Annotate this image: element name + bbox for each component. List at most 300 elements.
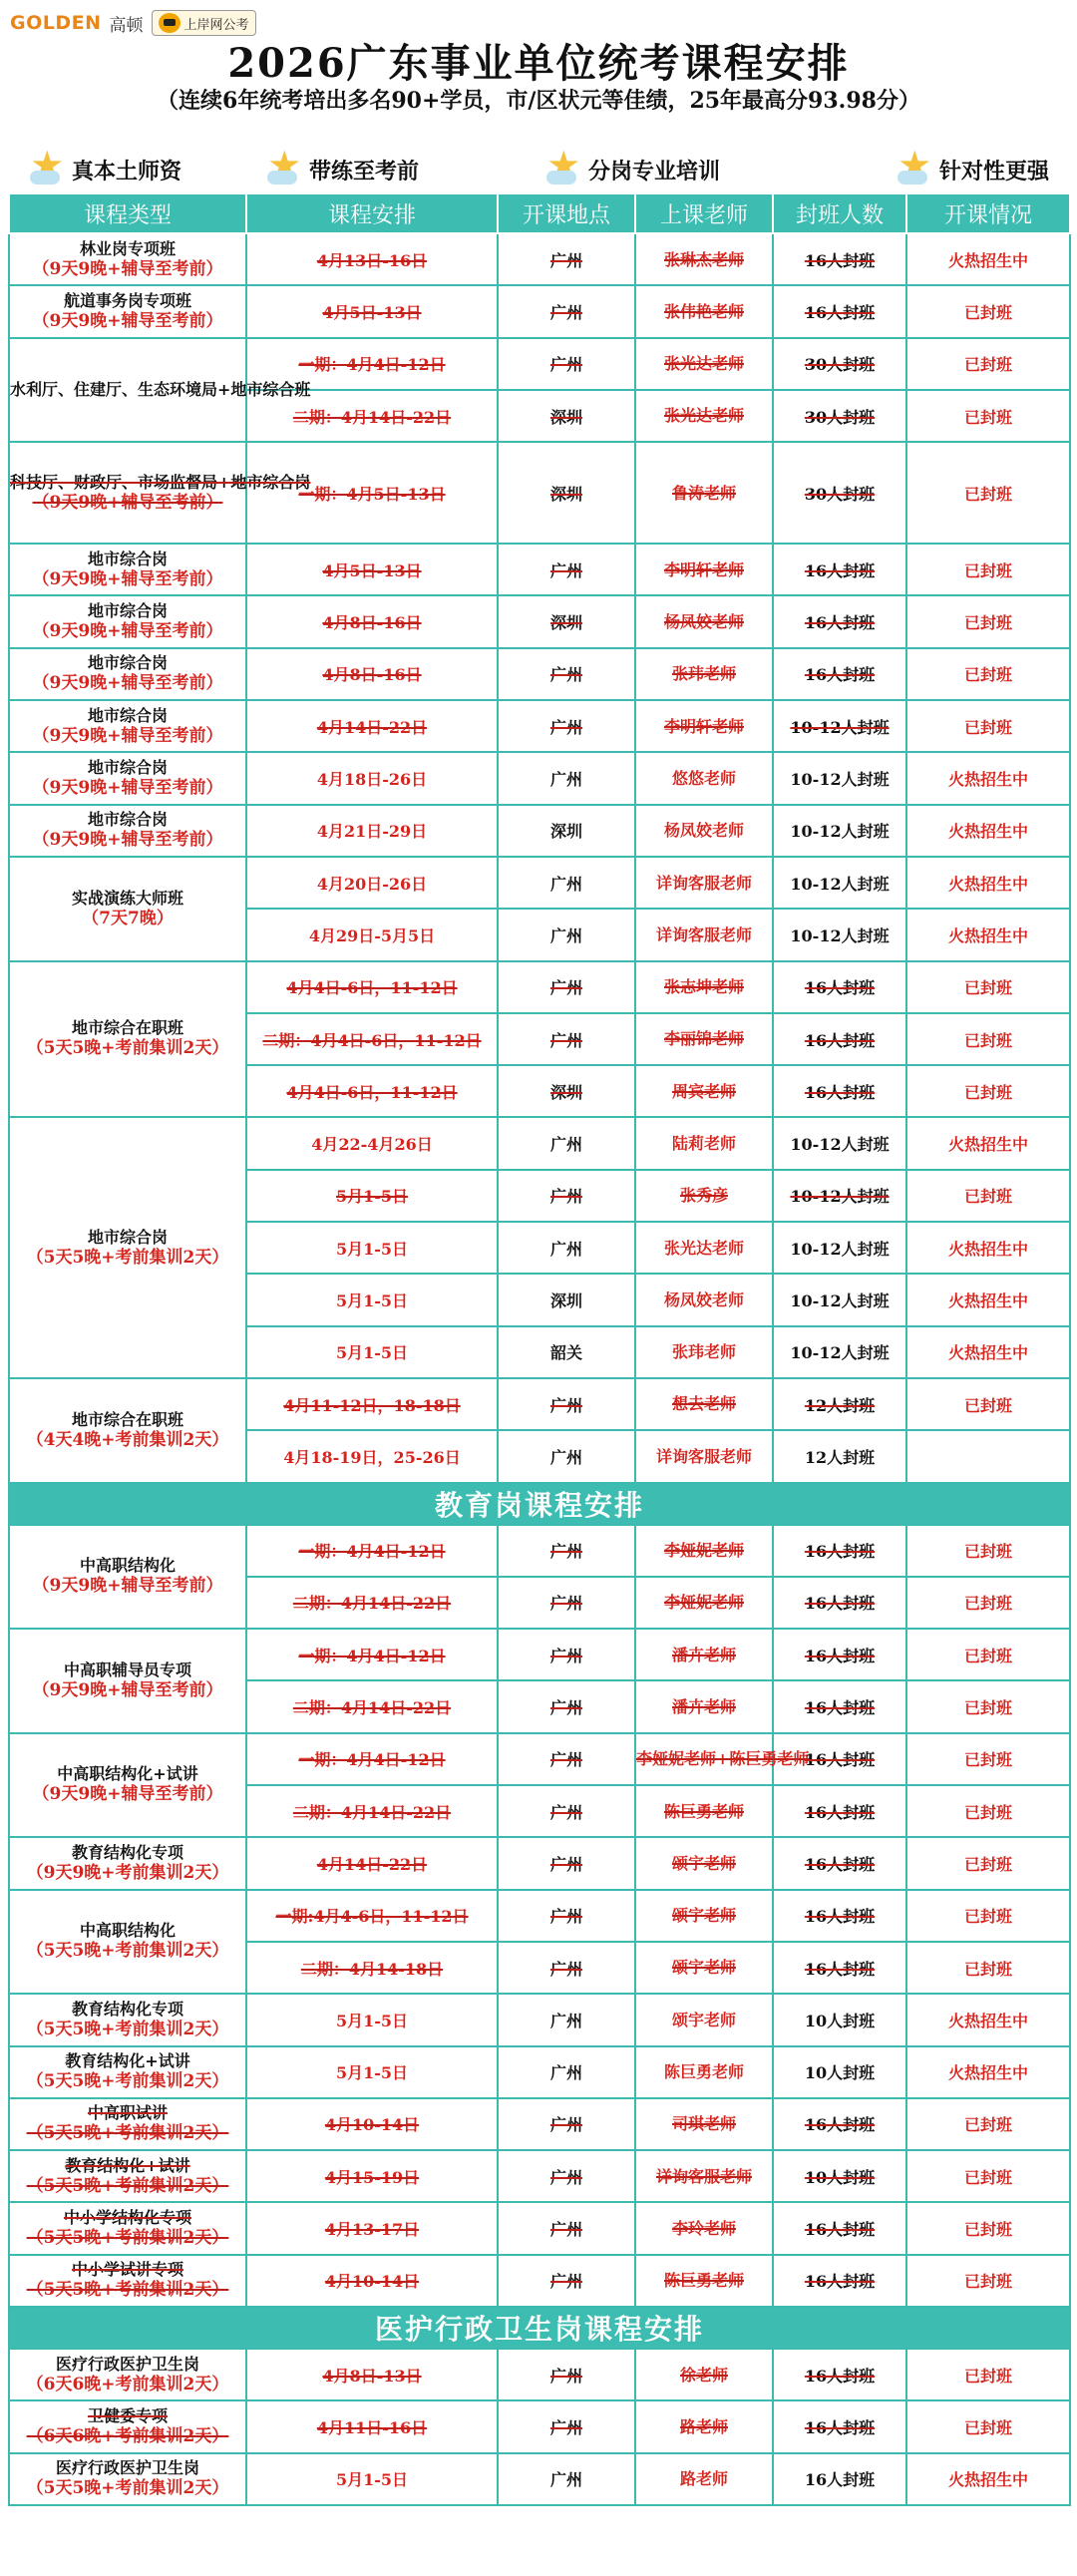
table-row [9,1733,1070,1785]
status-cell: 火热招生中 [906,909,1070,960]
schedule-cell: 一期：4月4日-12日 [246,1733,498,1785]
capacity-cell: 16人封班 [773,544,906,595]
location-cell: 广州 [498,2400,635,2452]
schedule-cell: 5月1-5日 [246,1994,498,2045]
course-note: （9天9晚+辅导至考前） [32,568,223,589]
capacity-cell: 12人封班 [773,1430,906,1482]
schedule-cell: 5月1-5日 [246,1222,498,1274]
capacity-cell: 16人封班 [773,1890,906,1942]
capacity-cell: 10-12人封班 [773,752,906,804]
location-cell: 深圳 [498,595,635,647]
capacity-cell: 10-12人封班 [773,1117,906,1169]
location-cell: 广州 [498,1013,635,1065]
course-note: （5天5晚+考前集训2天） [26,1941,229,1962]
course-name: 中高职结构化+试讲 [57,1764,198,1784]
location-cell: 广州 [498,2202,635,2254]
course-note: （9天9晚+辅导至考前） [32,777,223,798]
capacity-cell: 16人封班 [773,1837,906,1889]
status-cell: 火热招生中 [906,2453,1070,2505]
teacher-cell: 陈巨勇老师 [635,2046,773,2098]
course-note: （5天5晚+考前集训2天） [26,2175,229,2196]
course-note: （9天9晚+辅导至考前） [32,673,223,694]
course-type-cell [9,2098,246,2150]
capacity-cell: 10人封班 [773,1994,906,2045]
status-cell: 火热招生中 [906,1222,1070,1274]
course-type-cell [9,233,246,285]
capacity-cell: 10-12人封班 [773,1274,906,1325]
course-type-cell [9,285,246,337]
course-name: 中小学结构化专项 [63,2207,191,2227]
course-type-cell [9,2349,246,2400]
course-name: 中高职试讲 [87,2103,168,2123]
teacher-cell: 李玲老师 [635,2202,773,2254]
schedule-cell: 4月4日-6日，11-12日 [246,1065,498,1117]
course-type-cell [9,338,311,443]
location-cell: 广州 [498,1837,635,1889]
schedule-cell: 4月4日-6日，11-12日 [246,961,498,1013]
status-cell: 火热招生中 [906,752,1070,804]
status-cell: 已封班 [906,1837,1070,1889]
feature-label: 带练至考前 [309,158,420,184]
table-row [9,1837,1070,1889]
course-name: 航道事务岗专项班 [63,290,191,310]
capacity-cell: 16人封班 [773,1785,906,1837]
course-type-cell [9,1837,246,1889]
table-row [9,2202,1070,2254]
course-name: 医疗行政医护卫生岗 [55,2458,199,2478]
course-name: 地市综合岗 [87,601,168,620]
course-note: （9天9晚+辅导至考前） [32,310,223,331]
course-note: （9天9晚+辅导至考前） [32,830,223,851]
feature-item [898,148,1049,191]
schedule-cell: 二期：4月14日-22日 [246,1680,498,1732]
capacity-cell: 30人封班 [773,338,906,390]
star-cloud-icon [546,153,580,186]
capacity-cell: 10-12人封班 [773,700,906,752]
schedule-cell: 4月8日-16日 [246,648,498,700]
location-cell: 广州 [498,1994,635,2045]
brand-logo-cn: 高顿 [109,15,144,36]
capacity-cell: 10人封班 [773,2046,906,2098]
schedule-cell: 4月14日-22日 [246,1837,498,1889]
capacity-cell: 10-12人封班 [773,909,906,960]
schedule-cell: 5月1-5日 [246,2453,498,2505]
feature-label: 针对性更强 [939,158,1050,184]
schedule-cell: 一期：4月4日-12日 [246,1629,498,1680]
schedule-cell: 5月1-5日 [246,2046,498,2098]
teacher-cell: 杨凤姣老师 [635,1274,773,1325]
course-type-cell [9,595,246,647]
capacity-cell: 16人封班 [773,2255,906,2307]
teacher-cell: 颂宇老师 [635,1837,773,1889]
schedule-cell: 一期：4月5日-13日 [246,442,498,544]
course-type-cell [9,752,246,804]
location-cell: 广州 [498,1733,635,1785]
location-cell: 广州 [498,909,635,960]
schedule-cell: 二期：4月14-18日 [246,1942,498,1994]
teacher-cell: 鲁涛老师 [635,442,773,544]
capacity-cell: 10-12人封班 [773,857,906,909]
course-note: （6天6晚+考前集训2天） [26,2374,229,2394]
star-cloud-icon [30,153,64,186]
course-type-cell [9,2202,246,2254]
course-name: 中高职辅导员专项 [63,1659,191,1679]
teacher-cell: 颂宇老师 [635,1994,773,2045]
location-cell: 韶关 [498,1326,635,1378]
teacher-cell: 悠悠老师 [635,752,773,804]
location-cell: 广州 [498,1222,635,1274]
course-note: （5天5晚+考前集训2天） [26,2280,229,2301]
teacher-cell: 颂宇老师 [635,1942,773,1994]
status-cell: 已封班 [906,1170,1070,1222]
course-type-cell [9,1629,246,1733]
location-cell: 广州 [498,2098,635,2150]
course-name: 地市综合在职班 [71,1409,183,1429]
status-cell: 已封班 [906,1680,1070,1732]
table-row [9,1525,1070,1577]
teacher-cell: 张玮老师 [635,648,773,700]
teacher-cell: 张光达老师 [635,390,773,442]
location-cell: 深圳 [498,1065,635,1117]
course-name: 教育结构化专项 [71,1999,183,2019]
course-type-cell [9,2255,246,2307]
schedule-cell: 4月29日-5月5日 [246,909,498,960]
course-note: （5天5晚+考前集训2天） [26,1247,229,1268]
status-cell: 已封班 [906,961,1070,1013]
status-cell [906,1430,1070,1482]
course-note: （9天9晚+考前集训2天） [26,1862,229,1883]
location-cell: 广州 [498,1525,635,1577]
teacher-cell: 潘卉老师 [635,1680,773,1732]
course-note: （7天7晚） [82,908,174,928]
table-row [9,1994,1070,2045]
location-cell: 广州 [498,961,635,1013]
schedule-cell: 4月10-14日 [246,2255,498,2307]
teacher-cell: 陈巨勇老师 [635,2255,773,2307]
teacher-cell: 张玮老师 [635,1326,773,1378]
course-name: 水利厅、住建厅、生态环境局+地市综合班 [10,379,311,399]
teacher-cell: 路老师 [635,2400,773,2452]
status-cell: 已封班 [906,1629,1070,1680]
course-note: （6天6晚+考前集训2天） [26,2425,229,2446]
status-cell: 已封班 [906,544,1070,595]
location-cell: 广州 [498,1430,635,1482]
location-cell: 广州 [498,752,635,804]
status-cell: 已封班 [906,1013,1070,1065]
course-name: 卫健委专项 [87,2405,168,2425]
star-cloud-icon [267,153,301,186]
schedule-cell: 二期：4月14日-22日 [246,1785,498,1837]
header-capacity: 封班人数 [773,193,906,233]
schedule-cell: 4月11-12日，18-18日 [246,1378,498,1430]
status-cell: 已封班 [906,1378,1070,1430]
course-name: 林业岗专项班 [79,238,176,258]
course-note: （5天5晚+考前集训2天） [26,2071,229,2092]
teacher-cell: 详询客服老师 [635,909,773,960]
capacity-cell: 16人封班 [773,1013,906,1065]
location-cell: 广州 [498,544,635,595]
location-cell: 广州 [498,2349,635,2400]
location-cell: 深圳 [498,805,635,857]
teacher-cell: 张琳杰老师 [635,233,773,285]
status-cell: 已封班 [906,1577,1070,1629]
teacher-cell: 潘卉老师 [635,1629,773,1680]
status-cell: 已封班 [906,2202,1070,2254]
status-cell: 已封班 [906,442,1070,544]
course-type-cell [9,1994,246,2045]
page-title: 2026广东事业单位统考课程安排 [227,40,850,87]
header-teacher: 上课老师 [635,193,773,233]
schedule-cell: 4月20日-26日 [246,857,498,909]
teacher-cell: 陈巨勇老师 [635,1785,773,1837]
status-cell: 火热招生中 [906,1274,1070,1325]
capacity-cell: 16人封班 [773,961,906,1013]
partner-icon [159,13,180,33]
course-note: （5天5晚+考前集训2天） [26,2478,229,2499]
location-cell: 广州 [498,2046,635,2098]
course-type-cell [9,1733,246,1838]
teacher-cell: 详询客服老师 [635,2150,773,2202]
partner-name: 上岸网公考 [183,17,249,33]
table-row [9,2046,1070,2098]
course-type-cell [9,1525,246,1630]
course-type-cell [9,1378,246,1483]
teacher-cell: 李明轩老师 [635,544,773,595]
course-type-cell [9,857,246,961]
feature-item [267,148,419,191]
star-cloud-icon [898,153,931,186]
course-type-cell [9,700,246,752]
status-cell: 已封班 [906,1525,1070,1577]
status-cell: 已封班 [906,700,1070,752]
course-note: （9天9晚+辅导至考前） [32,492,223,513]
table-row [9,2349,1070,2400]
table-row [9,648,1070,700]
capacity-cell: 16人封班 [773,2098,906,2150]
teacher-cell: 路老师 [635,2453,773,2505]
status-cell: 火热招生中 [906,805,1070,857]
course-name: 地市综合在职班 [71,1018,183,1038]
status-cell: 火热招生中 [906,1117,1070,1169]
table-row [9,1890,1070,1942]
schedule-cell: 4月14日-22日 [246,700,498,752]
teacher-cell: 李娅妮老师 [635,1577,773,1629]
status-cell: 已封班 [906,595,1070,647]
capacity-cell: 10-12人封班 [773,805,906,857]
capacity-cell: 16人封班 [773,233,906,285]
status-cell: 火热招生中 [906,1994,1070,2045]
status-cell: 已封班 [906,1065,1070,1117]
status-cell: 已封班 [906,1785,1070,1837]
section-row [9,2307,1070,2349]
course-name: 中高职结构化 [79,1921,176,1941]
course-name: 地市综合岗 [87,705,168,725]
schedule-cell: 4月5日-13日 [246,544,498,595]
course-note: （5天5晚+考前集训2天） [26,2123,229,2144]
schedule-cell: 4月15-19日 [246,2150,498,2202]
schedule-cell: 4月18-19日，25-26日 [246,1430,498,1482]
header-location: 开课地点 [498,193,635,233]
schedule-cell: 二期：4月4日-6日，11-12日 [246,1013,498,1065]
course-note: （5天5晚+考前集训2天） [26,2227,229,2248]
teacher-cell: 张伟艳老师 [635,285,773,337]
table-row [9,544,1070,595]
course-note: （9天9晚+辅导至考前） [32,621,223,641]
location-cell: 广州 [498,1577,635,1629]
course-name: 教育结构化+试讲 [65,2155,190,2175]
course-type-cell [9,961,246,1118]
status-cell: 已封班 [906,2150,1070,2202]
location-cell: 广州 [498,233,635,285]
table-row [9,700,1070,752]
table-row [9,857,1070,909]
location-cell: 广州 [498,648,635,700]
schedule-cell: 4月8日-16日 [246,595,498,647]
teacher-cell: 杨凤姣老师 [635,595,773,647]
location-cell: 广州 [498,1785,635,1837]
course-name: 地市综合岗 [87,653,168,673]
teacher-cell: 徐老师 [635,2349,773,2400]
schedule-cell: 4月13日-16日 [246,233,498,285]
course-name: 地市综合岗 [87,757,168,777]
course-type-cell [9,442,311,544]
location-cell: 广州 [498,2453,635,2505]
header-course-type: 课程类型 [9,193,246,233]
table-row [9,1629,1070,1680]
course-type-cell [9,2400,246,2452]
table-row [9,2098,1070,2150]
schedule-cell: 5月1-5日 [246,1274,498,1325]
capacity-cell: 12人封班 [773,1378,906,1430]
course-note: （4天4晚+考前集训2天） [26,1429,229,1450]
course-name: 地市综合岗 [87,810,168,830]
course-note: （9天9晚+辅导至考前） [32,258,223,279]
section-row [9,1483,1070,1525]
capacity-cell: 16人封班 [773,1629,906,1680]
capacity-cell: 10-12人封班 [773,1326,906,1378]
schedule-cell: 5月1-5日 [246,1326,498,1378]
course-note: （9天9晚+辅导至考前） [32,1784,223,1805]
teacher-cell: 周宾老师 [635,1065,773,1117]
schedule-cell: 4月5日-13日 [246,285,498,337]
capacity-cell: 16人封班 [773,2202,906,2254]
table-row [9,595,1070,647]
location-cell: 广州 [498,1629,635,1680]
capacity-cell: 10-12人封班 [773,1170,906,1222]
location-cell: 广州 [498,2255,635,2307]
course-name: 地市综合岗 [87,549,168,568]
capacity-cell: 16人封班 [773,2400,906,2452]
location-cell: 广州 [498,857,635,909]
table-row [9,2150,1070,2202]
course-type-cell [9,2453,246,2505]
status-cell: 已封班 [906,2255,1070,2307]
table-row [9,1378,1070,1430]
schedule-cell: 5月1-5日 [246,1170,498,1222]
schedule-cell: 4月18日-26日 [246,752,498,804]
schedule-cell: 4月22-4月26日 [246,1117,498,1169]
teacher-cell: 杨凤姣老师 [635,805,773,857]
capacity-cell: 16人封班 [773,285,906,337]
schedule-cell: 4月8日-13日 [246,2349,498,2400]
location-cell: 广州 [498,2150,635,2202]
course-type-cell [9,805,246,857]
course-name: 医疗行政医护卫生岗 [55,2354,199,2374]
course-note: （9天9晚+辅导至考前） [32,1679,223,1700]
header-schedule: 课程安排 [246,193,498,233]
capacity-cell: 10-12人封班 [773,1222,906,1274]
capacity-cell: 10人封班 [773,2150,906,2202]
location-cell: 深圳 [498,1274,635,1325]
teacher-cell: 详询客服老师 [635,1430,773,1482]
table-body [9,233,1070,2505]
header-status: 开课情况 [906,193,1070,233]
teacher-cell: 详询客服老师 [635,857,773,909]
schedule-cell: 4月10-14日 [246,2098,498,2150]
table-row [9,2400,1070,2452]
location-cell: 广州 [498,1170,635,1222]
status-cell: 已封班 [906,1890,1070,1942]
location-cell: 广州 [498,1378,635,1430]
status-cell: 火热招生中 [906,857,1070,909]
teacher-cell: 李娅妮老师+陈巨勇老师 [635,1733,773,1785]
table-row [9,1117,1070,1169]
table-row [9,2255,1070,2307]
capacity-cell: 16人封班 [773,1733,906,1785]
status-cell: 已封班 [906,2349,1070,2400]
course-name: 教育结构化专项 [71,1842,183,1862]
course-note: （5天5晚+考前集训2天） [26,1038,229,1059]
schedule-cell: 4月13-17日 [246,2202,498,2254]
teacher-cell: 张光达老师 [635,1222,773,1274]
location-cell: 广州 [498,1680,635,1732]
capacity-cell: 16人封班 [773,1525,906,1577]
status-cell: 已封班 [906,285,1070,337]
status-cell: 已封班 [906,338,1070,390]
course-type-cell [9,544,246,595]
capacity-cell: 16人封班 [773,1577,906,1629]
location-cell: 深圳 [498,390,635,442]
status-cell: 已封班 [906,390,1070,442]
capacity-cell: 16人封班 [773,648,906,700]
teacher-cell: 张光达老师 [635,338,773,390]
table-row [9,805,1070,857]
capacity-cell: 16人封班 [773,2453,906,2505]
course-type-cell [9,1117,246,1377]
course-note: （9天9晚+辅导至考前） [32,725,223,746]
course-name: 中高职结构化 [79,1556,176,1576]
table-row [9,442,1070,544]
capacity-cell: 16人封班 [773,1942,906,1994]
table-header-row [9,193,1070,233]
location-cell: 广州 [498,338,635,390]
table-row [9,285,1070,337]
status-cell: 火热招生中 [906,1326,1070,1378]
course-type-cell [9,1890,246,1995]
course-type-cell [9,2046,246,2098]
feature-label: 分岗专业培训 [588,158,721,184]
brand-logo: GOLDEN [10,12,102,34]
teacher-cell: 司琪老师 [635,2098,773,2150]
schedule-cell: 4月11日-16日 [246,2400,498,2452]
course-note: （9天9晚+辅导至考前） [32,1576,223,1597]
status-cell: 已封班 [906,2400,1070,2452]
table-row [9,338,1070,390]
capacity-cell: 16人封班 [773,2349,906,2400]
teacher-cell: 陆莉老师 [635,1117,773,1169]
location-cell: 广州 [498,1942,635,1994]
teacher-cell: 李丽锦老师 [635,1013,773,1065]
